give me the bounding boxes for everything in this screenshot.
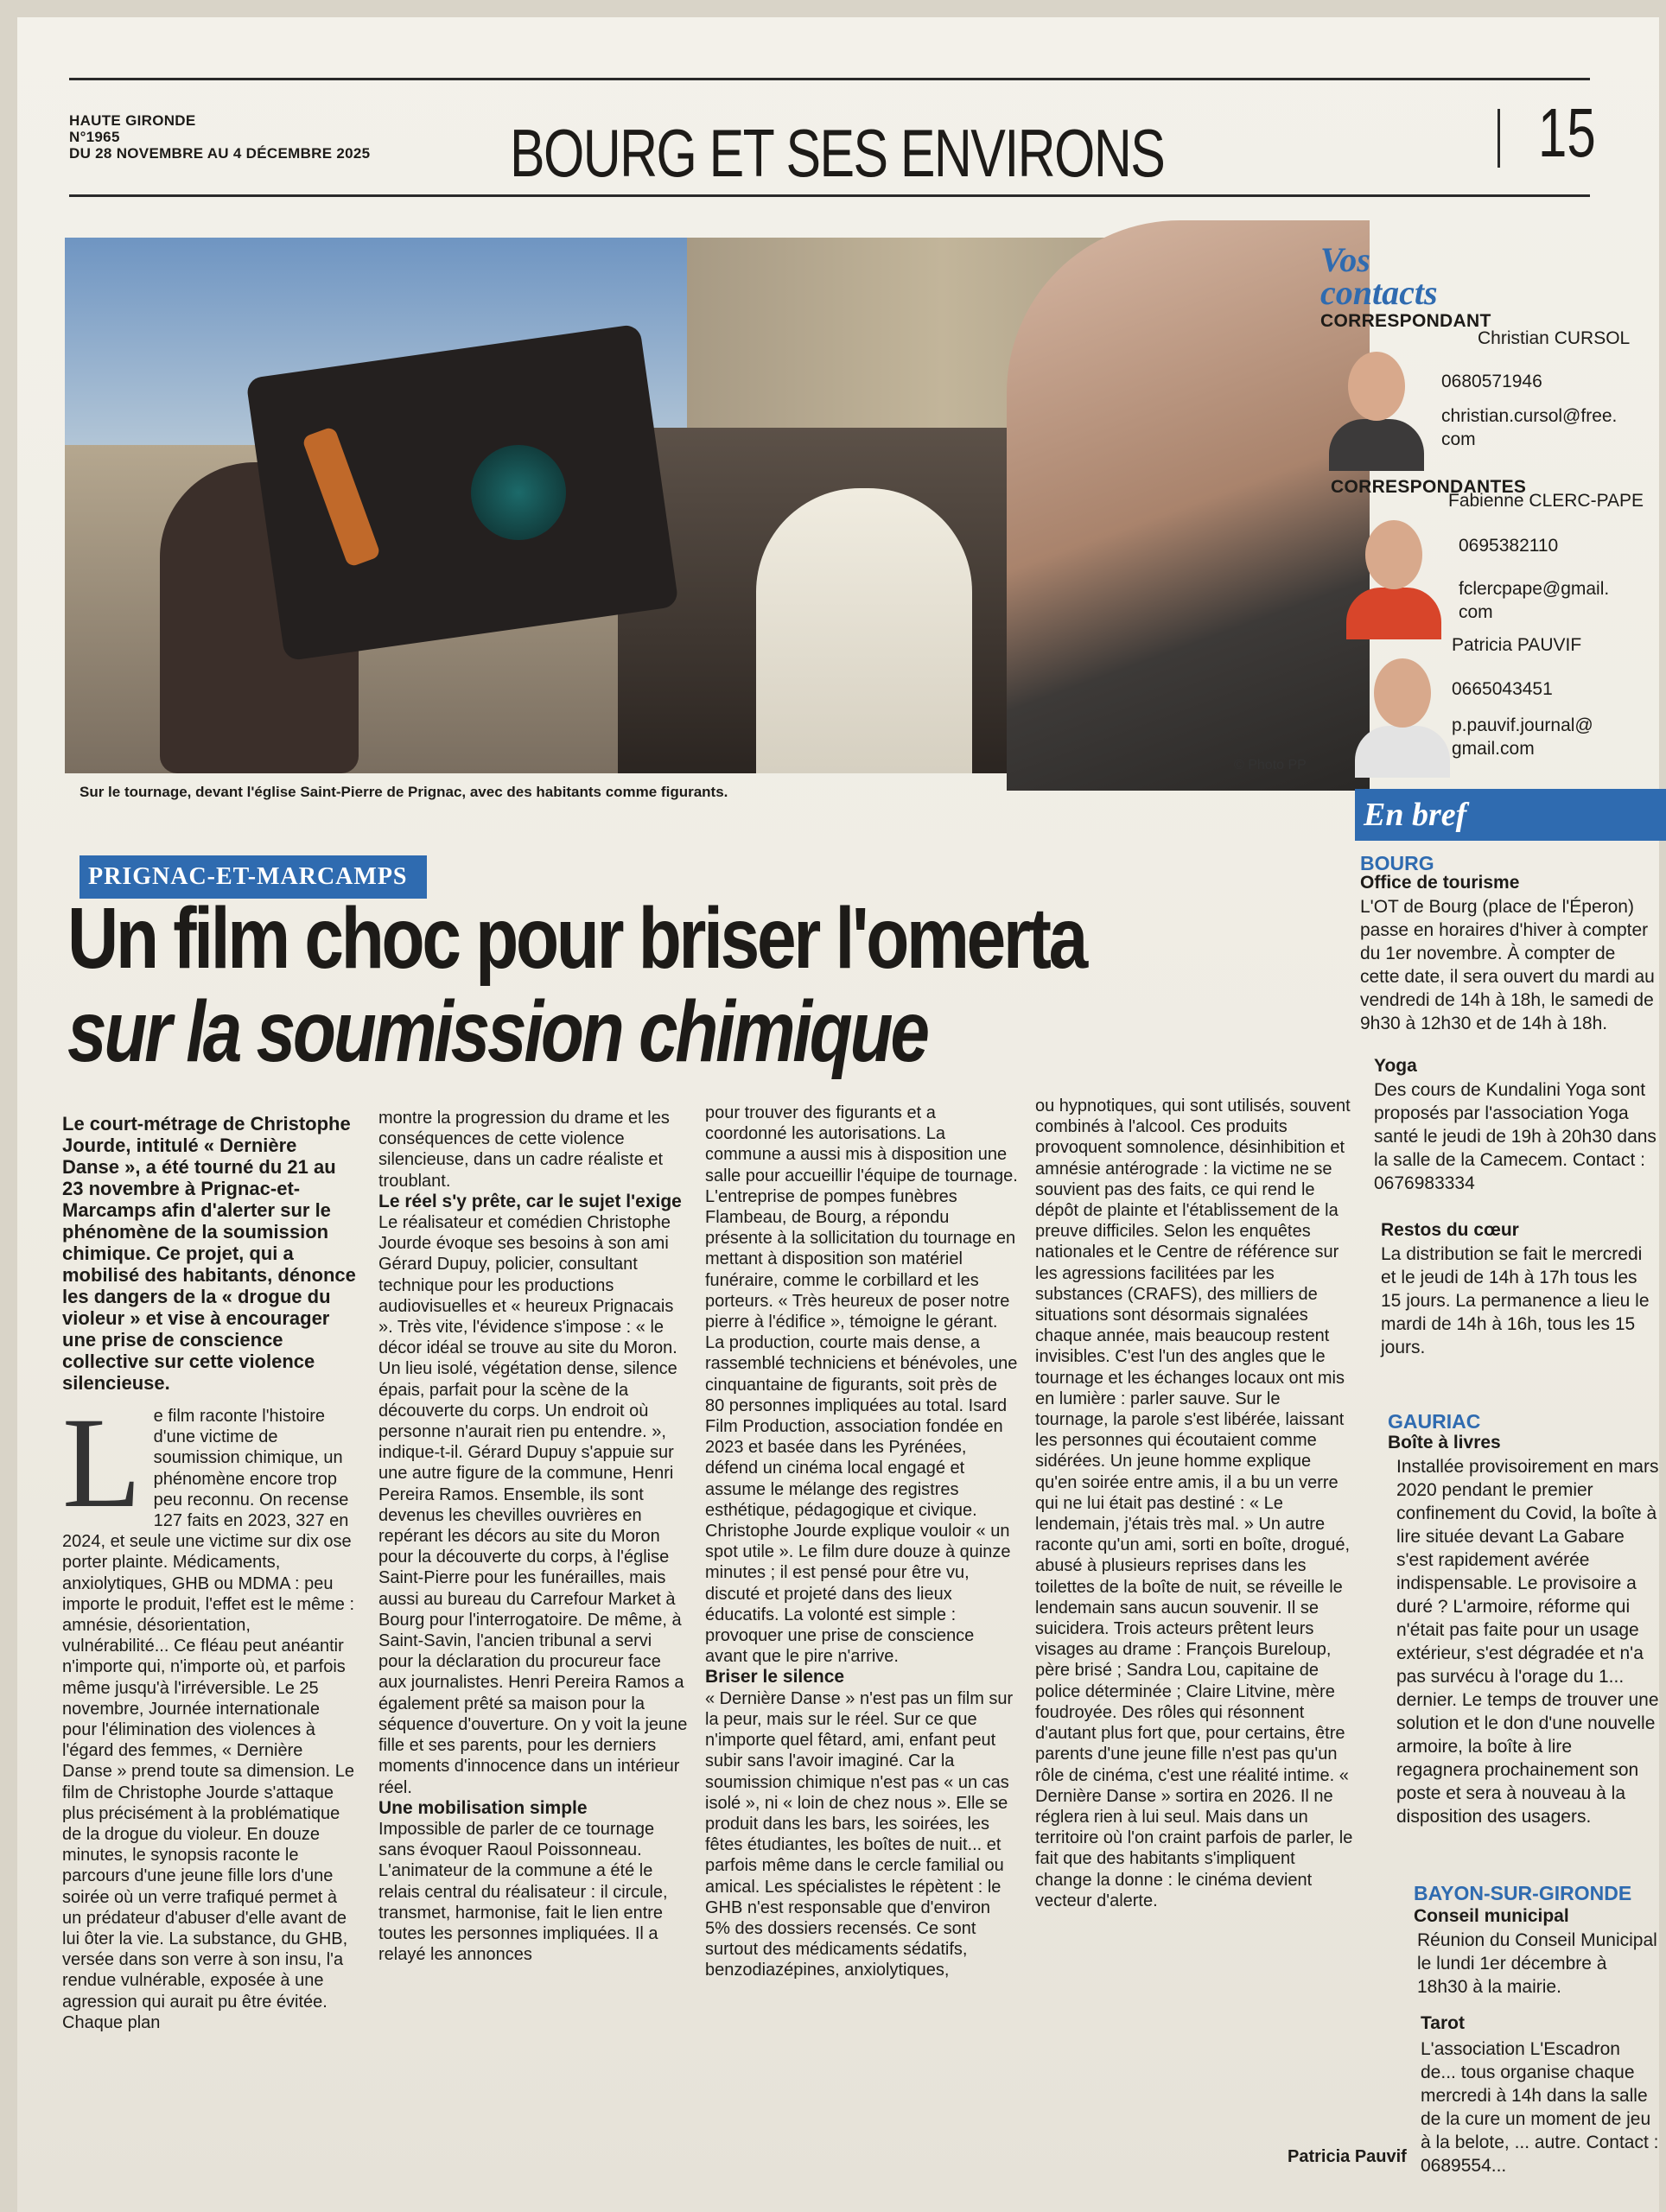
film-camera-icon (245, 324, 678, 662)
article-headline (67, 892, 1085, 1078)
briefs-title: En bref (1355, 789, 1666, 841)
masthead (69, 112, 370, 162)
contact-phone[interactable]: 0665043451 (1452, 679, 1553, 699)
contact-email[interactable]: fclercpape@gmail. com (1459, 579, 1610, 622)
article-column-1 (62, 1113, 356, 2141)
contact-label: CORRESPONDANT (1320, 311, 1491, 331)
article-column-4 (1035, 1096, 1355, 2133)
paper-name: HAUTE GIRONDE (69, 112, 196, 129)
header-rule-bottom (69, 194, 1590, 197)
newspaper-page (17, 17, 1659, 2212)
article-paragraph: « Dernière Danse » n'est pas un film sur la peur, mais sur le réel. Sur ce que n'importe quel fêtard, ami, enfant peut subir sans l'avoir imaginé. Car la soumission chimique n'est pas « un cas isolé », ni « loin de chez nous ». Elle se produit dans les bars, les soirées, les fêtes étudiantes, les boîtes de nuit... et parfois même dans le cercle familial ou amical. Les spécialistes le répètent : le GHB n'est responsable que d'environ 5% des dossiers recensés. Ce sont surtout des médicaments sédatifs, benzodiazépines, anxiolytiques, (705, 1688, 1014, 1980)
brief-text: Des cours de Kundalini Yoga sont proposés par l'association Yoga santé le jeudi de 19h à 20h30 dans la salle de la Camecem. Contact : 0676983334 (1374, 1080, 1656, 1193)
article-column-3 (705, 1103, 1018, 2150)
contact-name: Christian CURSOL (1478, 328, 1631, 348)
headline-line-2: sur la soumission chimique (67, 983, 927, 1080)
contact-name: Fabienne CLERC-PAPE (1448, 491, 1644, 511)
article-lead: Le court-métrage de Christophe Jourde, intitulé « Dernière Danse », a été tourné du 21 au 23 novembre à Prignac-et-Marcamps afin d'alerter sur le phénomène de la soumission chimique. Ce projet, qui a mobilisé des habitants, dénonce les dangers de la « drogue du violeur » et vise à encourager une prise de conscience collective sur cette violence silencieuse. (62, 1113, 356, 1394)
avatar (1355, 648, 1450, 760)
brief-heading: Office de tourisme (1360, 873, 1520, 893)
article-subheading: Briser le silence (705, 1667, 845, 1688)
article-column-2 (378, 1108, 688, 2145)
issue-number: N°1965 (69, 129, 120, 145)
brief-heading: Restos du cœur (1381, 1220, 1519, 1240)
brief-heading: Tarot (1421, 2013, 1465, 2033)
brief-town: BAYON-SUR-GIRONDE (1414, 1882, 1632, 1904)
article-paragraph: Le réalisateur et comédien Christophe Jourde évoque ses besoins à son ami Gérard Dupuy, policier, consultant technique pour les productions audiovisuelles et « heureux Prignacais ». Très vite, l'évidence s'impose : « le décor idéal se trouve au site du Moron. Un lieu isolé, végétation dense, silence épais, parfait pour la scène de la découverte du corps. Un endroit où personne n'aurait rien pu entendre. », indique-t-il. Gérard Dupuy s'appuie sur une autre figure de la commune, Henri Pereira Ramos. Ensemble, ils sont devenus les chevilles ouvrières en repérant les décors au site du Moron pour la découverte du corps, à l'église Saint-Pierre pour les funérailles, mais aussi au bureau du Carrefour Market à Bourg pour l'interrogatoire. De même, à Saint-Savin, l'ancien tribunal a servi pour la déclaration du procureur face aux journalistes. Henri Pereira Ramos a également prêté sa maison pour la séquence d'ouverture. On y voit la jeune fille et ses parents, pour les derniers moments d'innocence dans un intérieur réel. (378, 1213, 688, 1797)
article-paragraph: pour trouver des figurants et a coordonné les autorisations. La commune a aussi mis à disposition une salle pour accueillir l'équipe de tournage. L'entreprise de pompes funèbres Flambeau, de Bourg, a répondu présente à la sollicitation du tournage en mettant à disposition son matériel funéraire, comme le corbillard et les porteurs. « Très heureux de poser notre pierre à l'édifice », témoigne le gérant. La production, courte mais dense, a rassemblé techniciens et bénévoles, une cinquantaine de figurants, soit près de 80 personnes impliquées au total. Isard Film Production, association fondée en 2023 et basée dans les Pyrénées, défend un cinéma local engagé et assume le mélange des registres esthétique, pédagogique et civique. Christophe Jourde explique vouloir « un spot utile ». Le film dure douze à quinze minutes ; il est pensé pour être vu, discuté et projeté dans des lieux éducatifs. La volonté est simple : provoquer une prise de conscience avant que le pire n'arrive. (705, 1103, 1018, 1667)
page-number: 15 (1538, 94, 1596, 171)
contacts-title: Vos contacts (1320, 240, 1438, 312)
brief-text: Installée provisoirement en mars 2020 pendant le premier confinement du Covid, la boîte à lire située devant La Gabare s'est rapidement avérée indispensable. Le provisoire a duré ? L'armoire, réforme qui n'était pas faite pour un usage extérieur, s'est dégradée et n'a pas survécu à l'orage du 1... dernier. Le temps de trouver une solution et le don d'une nouvelle armoire, la boîte à lire regagnera prochainement son poste et sera à nouveau à la disposition des usagers. (1396, 1457, 1659, 1827)
brief-text: L'OT de Bourg (place de l'Éperon) passe en horaires d'hiver à compter du 1er novembre. À compter de cette date, il sera ouvert du mardi au vendredi de 14h à 18h, le samedi de 9h30 à 12h30 et de 14h à 18h. (1360, 897, 1655, 1033)
article-subheading: Le réel s'y prête, car le sujet l'exige (378, 1191, 682, 1211)
brief-town: BOURG (1360, 852, 1434, 874)
article-byline: Patricia Pauvif (1288, 2147, 1407, 2166)
brief-text: L'association L'Escadron de... tous organise chaque mercredi à 14h dans la salle de la cure un moment de jeu à la belote, ... autre. Contact : 0689554... (1421, 2039, 1659, 2176)
contact-phone[interactable]: 0695382110 (1459, 536, 1559, 556)
issue-dates: DU 28 NOVEMBRE AU 4 DÉCEMBRE 2025 (69, 145, 371, 162)
header-rule-top (69, 78, 1590, 80)
contact-email[interactable]: p.pauvif.journal@ gmail.com (1452, 715, 1593, 759)
brief-town: GAURIAC (1388, 1410, 1481, 1433)
contact-name: Patricia PAUVIF (1452, 635, 1582, 655)
page-number-separator (1497, 109, 1500, 168)
avatar (1329, 341, 1424, 454)
article-paragraph: ou hypnotiques, qui sont utilisés, souvent combinés à l'alcool. Ces produits provoquent somnolence, désinhibition et amnésie antérograde : la victime ne se souvient pas des faits, ce qui rend le dépôt de plainte et l'établissement de la preuve difficiles. Selon les enquêtes nationales et le Centre de référence sur les agressions facilitées par les substances (CRAFS), des milliers de situations sont désormais signalées chaque année, mais beaucoup restent invisibles. C'est l'un des angles que le tournage et les échanges locaux ont mis en lumière : parler sauve. Sur le tournage, la parole s'est libérée, laissant les personnes qui écoutaient comme sidérées. Un jeune homme explique qu'en soirée entre amis, il a bu un verre qui ne lui était pas destiné : « Le lendemain, j'étais très mal. » Un autre raconte qu'un ami, sorti en boîte, drogué, abusé à plusieurs reprises dans les toilettes de la boîte de nuit, se réveille le lendemain sans aucun souvenir. Il se suicidera. Trois acteurs prêtent leurs visages au drame : François Bureloup, père brisé ; Sandra Lou, capitaine de police déterminée ; Claire Litvine, mère foudroyée. Des rôles qui résonnent d'autant plus fort que, pour certains, être parents d'une jeune fille n'est pas qu'un rôle de cinéma, c'est une réalité intime. « Dernière Danse » sortira en 2026. Il ne réglera rien à lui seul. Mais dans un territoire où l'on craint parfois de parler, le fait que des habitants s'impliquent change la donne : le cinéma devient vecteur d'alerte. (1035, 1096, 1353, 1910)
brief-heading: Yoga (1374, 1056, 1417, 1076)
headline-line-1: Un film choc pour briser l'omerta (67, 890, 1085, 987)
brief-heading: Conseil municipal (1414, 1906, 1569, 1926)
article-photo (65, 238, 1326, 773)
contact-label: CORRESPONDANTES (1331, 477, 1527, 497)
article-kicker: PRIGNAC-ET-MARCAMPS (79, 855, 427, 899)
photo-caption: Sur le tournage, devant l'église Saint-Pierre de Prignac, avec des habitants comme figurants. (79, 784, 728, 800)
article-paragraph: montre la progression du drame et les conséquences de cette violence silencieuse, dans un cadre réaliste et troublant. (378, 1109, 670, 1191)
section-title: BOURG ET SES ENVIRONS (510, 115, 1165, 191)
photo-credit: © Photo PP (1234, 758, 1307, 772)
avatar (1346, 510, 1441, 622)
drop-cap: L (62, 1391, 142, 1535)
brief-text: La distribution se fait le mercredi et le jeudi de 14h à 17h tous les 15 jours. La permanence a lieu le mardi de 14h à 16h, tous les 15 jours. (1381, 1244, 1650, 1357)
contact-phone[interactable]: 0680571946 (1441, 372, 1542, 391)
article-paragraph: Impossible de parler de ce tournage sans évoquer Raoul Poissonneau. L'animateur de la commune a été le relais central du réalisateur : il circule, transmet, harmonise, fait le lien entre toutes les personnes impliquées. Il a relayé les annonces (378, 1819, 668, 1965)
article-subheading: Une mobilisation simple (378, 1797, 588, 1818)
brief-heading: Boîte à livres (1388, 1433, 1501, 1452)
article-paragraph: e film raconte l'histoire d'une victime de soumission chimique, un phénomène encore trop peu reconnu. On recense 127 faits en 2023, 327 en 2024, et seule une victime sur dix ose porter plainte. Médicaments, anxiolytiques, GHB ou MDMA : peu importe le produit, l'effet est le même : amnésie, désorientation, vulnérabilité... Ce fléau peut anéantir n'importe qui, n'importe où, et parfois même jusqu'à l'irréversible. Le 25 novembre, Journée internationale pour l'élimination des violences à l'égard des femmes, « Dernière Danse » prend toute sa dimension. Le film de Christophe Jourde s'attaque plus précisément à la problématique de la drogue du violeur. En douze minutes, le synopsis raconte le parcours d'une jeune fille lors d'une soirée où un verre trafiqué permet à un prédateur d'abuser d'elle avant de lui ôter la vie. La substance, du GHB, versée dans son verre à son insu, l'a rendue vulnérable, exposée à une agression qui aurait pu être évitée. Chaque plan (62, 1407, 355, 2032)
contact-email[interactable]: christian.cursol@free. com (1441, 406, 1618, 449)
brief-text: Réunion du Conseil Municipal le lundi 1er décembre à 18h30 à la mairie. (1417, 1930, 1657, 1997)
